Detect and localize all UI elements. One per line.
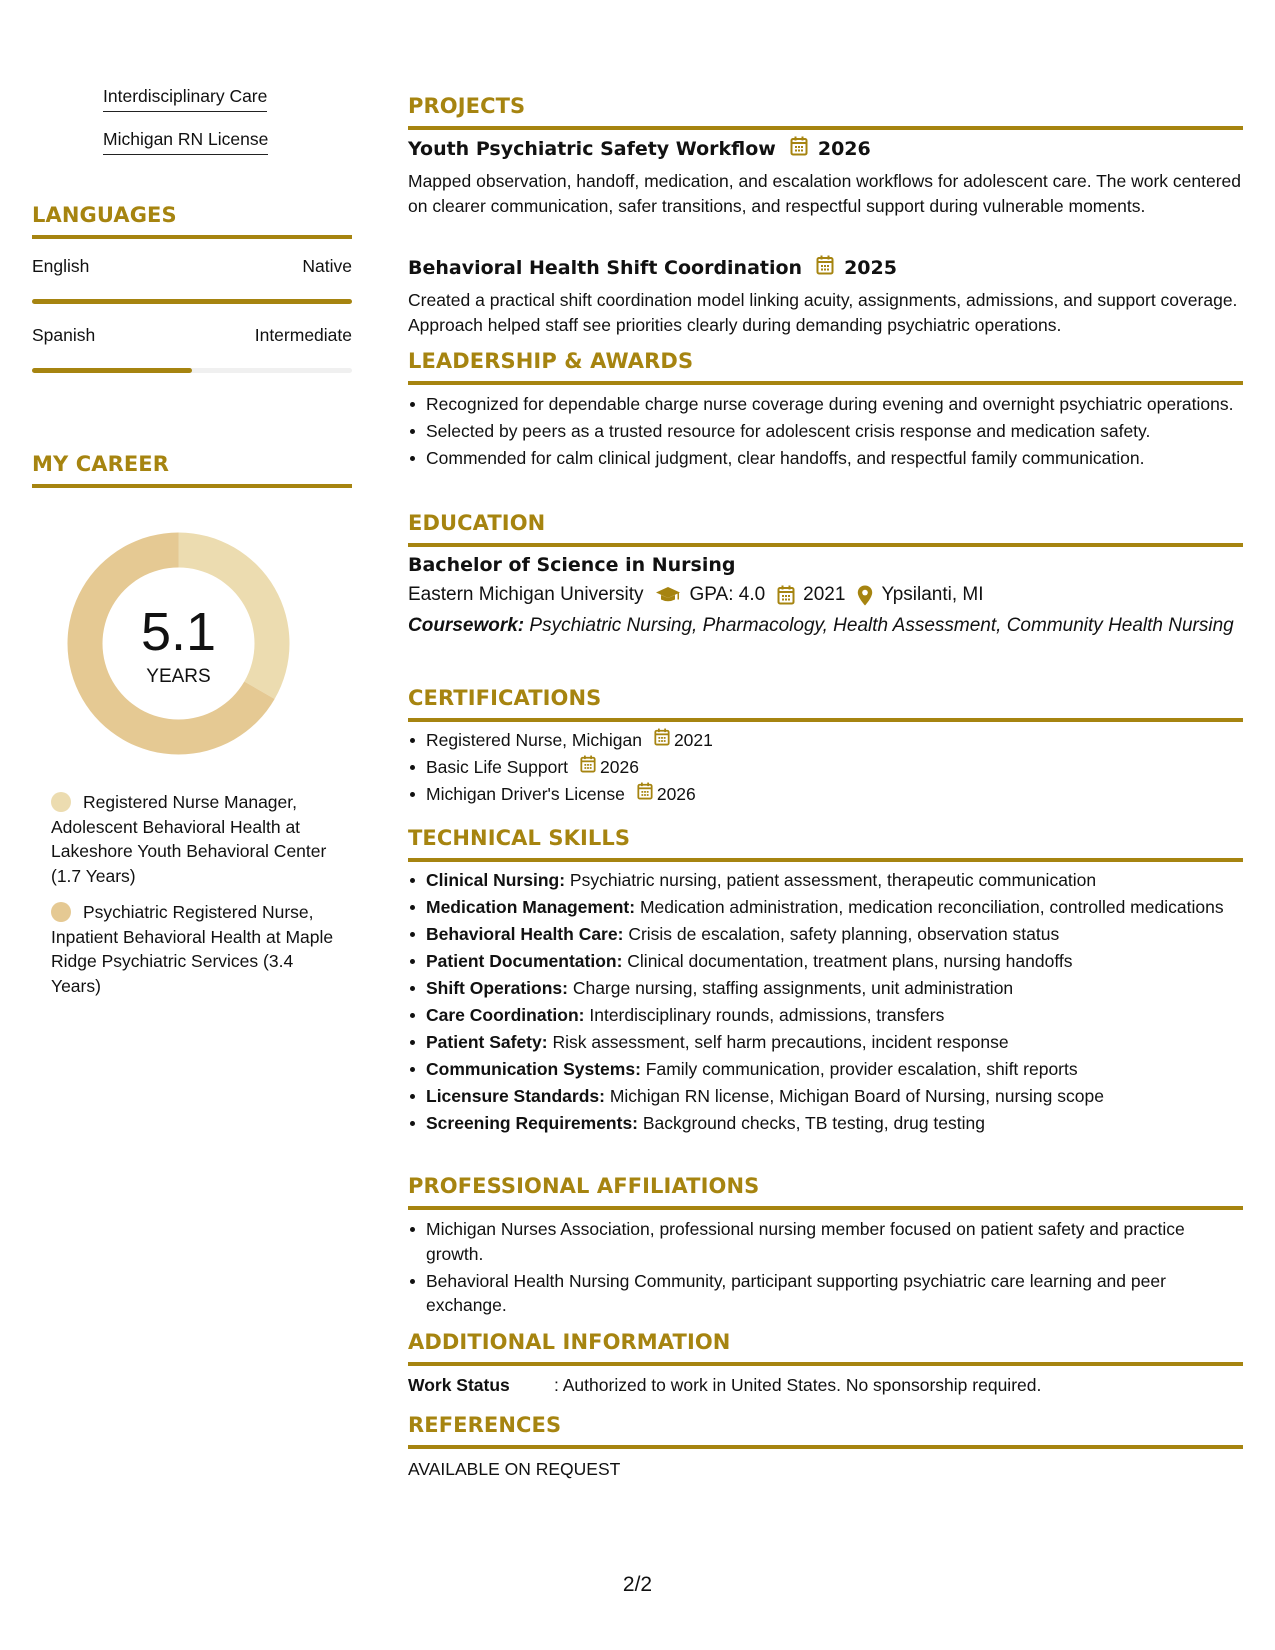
project-name: Behavioral Health Shift Coordination <box>408 256 803 279</box>
career-donut-chart <box>66 531 291 756</box>
skill-label: Licensure Standards: <box>426 1086 605 1106</box>
career-item-text: Registered Nurse Manager, Adolescent Behavioral Health at Lakeshore Youth Behavioral Center (1.7 Years) <box>51 792 327 886</box>
graduation-year: 2021 <box>803 584 846 605</box>
project-entry <box>408 255 1243 337</box>
certification-year: 2026 <box>656 784 696 804</box>
skill-label: Clinical Nursing: <box>426 870 566 890</box>
calendar-icon <box>816 255 834 280</box>
skill-label: Care Coordination: <box>426 1005 585 1025</box>
education-section <box>408 511 1243 547</box>
language-name: English <box>32 256 90 276</box>
section-title: PROFESSIONAL AFFILIATIONS <box>408 1174 760 1198</box>
skill-text: Clinical documentation, treatment plans, nursing handoffs <box>627 951 1073 971</box>
language-level: Intermediate <box>254 325 352 345</box>
calendar-icon <box>637 782 653 807</box>
project-description: Created a practical shift coordination model linking acuity, assignments, admissions, and support coverage. Approach helped staff see priorities clearly during demanding psychiatric operations. <box>408 290 1238 335</box>
section-rule <box>408 1362 1243 1366</box>
list-item: Selected by peers as a trusted resource for adolescent crisis response and medication safety. <box>408 419 1243 444</box>
calendar-icon <box>777 585 795 605</box>
skill-label: Behavioral Health Care: <box>426 924 624 944</box>
section-rule <box>408 858 1243 862</box>
section-title: LEADERSHIP & AWARDS <box>408 349 694 373</box>
skill-label: Screening Requirements: <box>426 1113 638 1133</box>
career-unit: YEARS <box>146 666 211 687</box>
language-bar-fill <box>32 299 352 304</box>
coursework-list: Psychiatric Nursing, Pharmacology, Health Assessment, Community Health Nursing <box>529 615 1234 636</box>
project-name: Youth Psychiatric Safety Workflow <box>408 137 776 160</box>
section-rule <box>32 484 352 488</box>
list-item <box>408 976 1243 1001</box>
section-rule <box>408 1445 1243 1449</box>
section-rule <box>408 1206 1243 1210</box>
education-details <box>408 584 1243 606</box>
list-item: Commended for calm clinical judgment, clear handoffs, and respectful family communication. <box>408 446 1243 471</box>
career-item-text: Psychiatric Registered Nurse, Inpatient Behavioral Health at Maple Ridge Psychiatric Services (3.4 Years) <box>51 902 334 996</box>
list-item <box>408 949 1243 974</box>
skill-tag: Michigan RN License <box>103 129 268 155</box>
education-entry <box>408 554 1243 639</box>
work-status-value: : Authorized to work in United States. No sponsorship required. <box>554 1375 1042 1395</box>
section-title: MY CAREER <box>32 452 170 476</box>
list-item <box>408 755 1243 780</box>
skill-text: Medication administration, medication reconciliation, controlled medications <box>639 897 1224 917</box>
section-rule <box>408 381 1243 385</box>
section-title: ADDITIONAL INFORMATION <box>408 1330 731 1354</box>
section-rule <box>32 235 352 239</box>
skill-text: Family communication, provider escalation, shift reports <box>645 1059 1078 1079</box>
certifications-list <box>408 728 1243 809</box>
section-title: TECHNICAL SKILLS <box>408 826 631 850</box>
project-description: Mapped observation, handoff, medication, and escalation workflows for adolescent care. The work centered on clearer communication, safer transitions, and respectful support during vulnerable moments. <box>408 171 1242 216</box>
skill-text: Psychiatric nursing, patient assessment, therapeutic communication <box>569 870 1097 890</box>
donut-label <box>66 531 291 756</box>
skill-text: Risk assessment, self harm precautions, incident response <box>552 1032 1009 1052</box>
calendar-icon <box>580 755 596 780</box>
project-title <box>408 255 1243 280</box>
language-bar <box>32 368 352 373</box>
calendar-icon <box>654 728 670 753</box>
career-item <box>51 790 341 888</box>
project-entry <box>408 136 1243 218</box>
skill-tag: Interdisciplinary Care <box>103 86 267 112</box>
references-section <box>408 1413 1243 1449</box>
skill-text: Interdisciplinary rounds, admissions, transfers <box>589 1005 945 1025</box>
list-item <box>408 782 1243 807</box>
section-rule <box>408 543 1243 547</box>
affiliations-list <box>408 1217 1243 1320</box>
list-item <box>408 868 1243 893</box>
technical-skills-section <box>408 826 1243 862</box>
legend-dot-icon <box>51 792 71 812</box>
skill-text: Michigan RN license, Michigan Board of Nursing, nursing scope <box>609 1086 1104 1106</box>
list-item <box>408 1111 1243 1136</box>
section-title: PROJECTS <box>408 94 526 118</box>
skill-text: Charge nursing, staffing assignments, unit administration <box>572 978 1014 998</box>
coursework-label: Coursework: <box>408 615 525 636</box>
list-item <box>408 895 1243 920</box>
list-item <box>408 1084 1243 1109</box>
graduation-cap-icon <box>655 586 681 604</box>
skill-label: Patient Safety: <box>426 1032 548 1052</box>
section-title: CERTIFICATIONS <box>408 686 602 710</box>
page-number: 2/2 <box>622 1573 653 1596</box>
certification-year: 2026 <box>600 757 639 777</box>
projects-section <box>408 94 1243 130</box>
certification-name: Michigan Driver's License <box>426 784 625 804</box>
calendar-icon <box>790 136 808 161</box>
list-item: Michigan Nurses Association, professional nursing member focused on patient safety and practice growth. <box>408 1217 1243 1266</box>
career-total: 5.1 <box>140 602 217 662</box>
certification-name: Registered Nurse, Michigan <box>426 730 642 750</box>
certifications-section <box>408 686 1243 722</box>
skill-label: Shift Operations: <box>426 978 568 998</box>
section-title: LANGUAGES <box>32 203 177 227</box>
section-title: EDUCATION <box>408 511 546 535</box>
affiliations-section <box>408 1174 1243 1210</box>
language-bar <box>32 299 352 304</box>
additional-info-section <box>408 1330 1243 1366</box>
work-status-row <box>408 1373 1243 1398</box>
gpa: GPA: 4.0 <box>689 584 766 605</box>
project-title <box>408 136 1243 161</box>
references-text: AVAILABLE ON REQUEST <box>408 1459 621 1479</box>
list-item <box>408 1030 1243 1055</box>
project-year: 2026 <box>817 137 871 160</box>
list-item: Recognized for dependable charge nurse coverage during evening and overnight psychiatric operations. <box>408 392 1243 417</box>
list-item <box>408 1057 1243 1082</box>
language-row <box>32 325 352 346</box>
skill-text: Background checks, TB testing, drug testing <box>642 1113 985 1133</box>
location-pin-icon <box>857 585 873 606</box>
location: Ypsilanti, MI <box>881 584 984 605</box>
degree-title: Bachelor of Science in Nursing <box>408 554 736 576</box>
skill-text: Crisis de escalation, safety planning, observation status <box>628 924 1060 944</box>
section-rule <box>408 126 1243 130</box>
project-year: 2025 <box>844 256 897 279</box>
leadership-section <box>408 349 1243 385</box>
language-row <box>32 256 352 277</box>
school-name: Eastern Michigan University <box>408 584 644 605</box>
language-bar-fill <box>32 368 192 373</box>
technical-skills-list <box>408 868 1243 1138</box>
skill-label: Communication Systems: <box>426 1059 641 1079</box>
skill-label: Medication Management: <box>426 897 636 917</box>
list-item <box>408 1003 1243 1028</box>
list-item <box>408 728 1243 753</box>
languages-section <box>32 203 352 239</box>
list-item: Behavioral Health Nursing Community, participant supporting psychiatric care learning and peer exchange. <box>408 1269 1243 1318</box>
legend-dot-icon <box>51 902 71 922</box>
section-rule <box>408 718 1243 722</box>
career-item <box>51 900 341 998</box>
career-section <box>32 452 352 488</box>
certification-year: 2021 <box>673 730 713 750</box>
skill-label: Patient Documentation: <box>426 951 623 971</box>
certification-name: Basic Life Support <box>426 757 569 777</box>
list-item <box>408 922 1243 947</box>
coursework <box>408 614 1243 639</box>
language-name: Spanish <box>32 325 96 345</box>
leadership-list <box>408 392 1243 473</box>
work-status-label: Work Status <box>408 1375 510 1395</box>
language-level: Native <box>302 256 352 276</box>
section-title: REFERENCES <box>408 1413 562 1437</box>
